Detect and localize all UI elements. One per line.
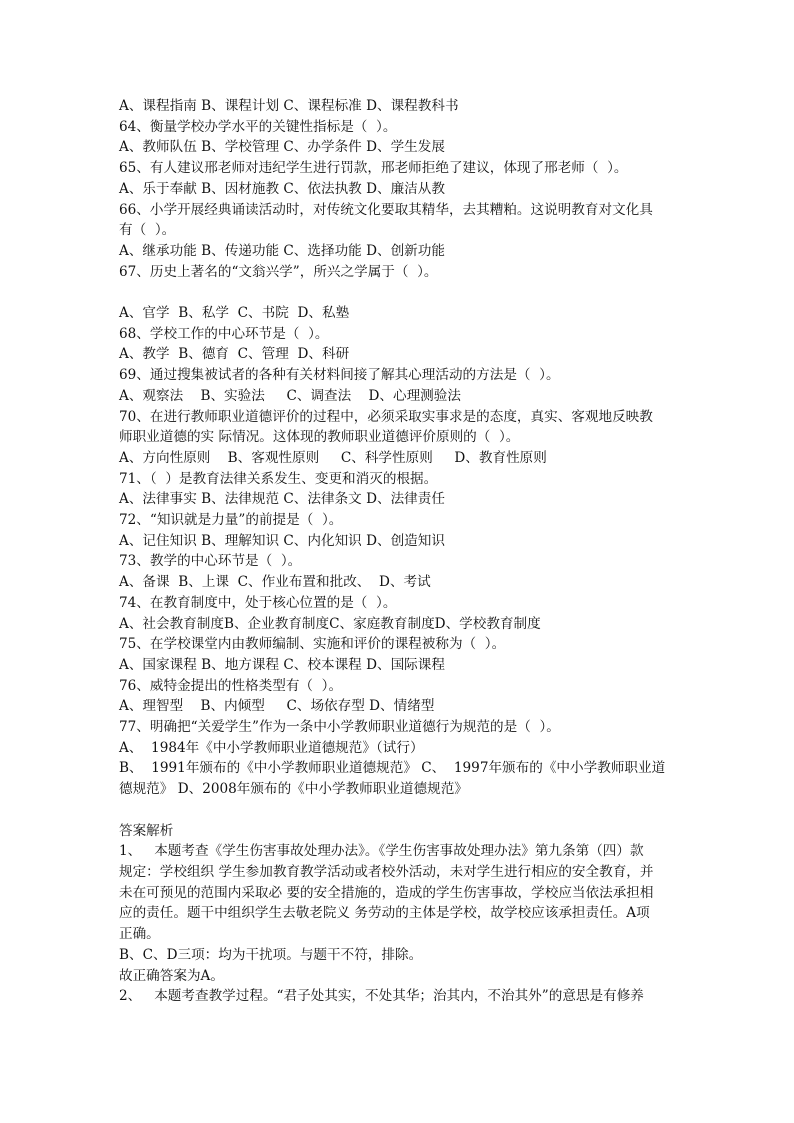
text-line: 66、小学开展经典诵读活动时，对传统文化要取其精华，去其糟粕。这说明教育对文化具: [119, 201, 653, 218]
text-line: 规定：学校组织 学生参加教育教学活动或者校外活动，未对学生进行相应的安全教育，并: [119, 863, 654, 880]
text-line: A、备课 B、上课 C、作业布置和批改、 D、考试: [119, 574, 431, 591]
text-line: A、教师队伍 B、学校管理 C、办学条件 D、学生发展: [119, 139, 445, 156]
text-line: B、 1991年颁布的《中小学教师职业道德规范》 C、 1997年颁布的《中小学教师职业道: [119, 760, 666, 777]
text-line: 64、衡量学校办学水平的关键性指标是（ ）。: [119, 118, 397, 135]
text-line: B、C、D三项：均为干扰项。与题干不符，排除。: [119, 946, 423, 963]
text-line: A、官学 B、私学 C、书院 D、私塾: [119, 305, 350, 322]
text-line: 74、在教育制度中，处于核心位置的是（ ）。: [119, 594, 397, 611]
text-line: A、法律事实 B、法律规范 C、法律条文 D、法律责任: [119, 491, 445, 508]
text-line: 2、 本题考查教学过程。“君子处其实，不处其华；治其内，不治其外”的意思是有修养: [119, 988, 644, 1005]
text-line: A、继承功能 B、传递功能 C、选择功能 D、创新功能: [119, 242, 445, 259]
text-line: 68、学校工作的中心环节是（ ）。: [119, 325, 329, 342]
text-line: A、理智型 B、内倾型 C、场依存型 D、情绪型: [119, 698, 435, 715]
text-line: 73、教学的中心环节是（ ）。: [119, 553, 302, 570]
text-line: A、方向性原则 B、客观性原则 C、科学性原则 D、教育性原则: [119, 449, 547, 466]
text-line: 76、威特金提出的性格类型有（ ）。: [119, 677, 343, 694]
text-line: 71、（ ）是教育法律关系发生、变更和消灭的根据。: [119, 470, 438, 487]
text-line: 故正确答案为A。: [119, 967, 224, 984]
text-line: 65、有人建议邢老师对违纪学生进行罚款，邢老师拒绝了建议，体现了邢老师（ ）。: [119, 160, 628, 177]
text-line: 未在可预见的范围内采取必 要的安全措施的，造成的学生伤害事故，学校应当依法承担相: [119, 884, 654, 901]
text-line: A、记住知识 B、理解知识 C、内化知识 D、创造知识: [119, 532, 445, 549]
text-line: 77、明确把“关爱学生”作为一条中小学教师职业道德行为规范的是（ ）。: [119, 719, 560, 736]
blank-line: [119, 800, 679, 821]
text-line: 正确。: [119, 926, 160, 943]
text-line: A、乐于奉献 B、因材施教 C、依法执教 D、廉洁从教: [119, 180, 445, 197]
blank-line: [119, 282, 679, 303]
text-line: 67、历史上著名的“文翁兴学”，所兴之学属于（ ）。: [119, 263, 438, 280]
text-line: A、课程指南 B、课程计划 C、课程标准 D、课程教科书: [119, 98, 459, 114]
text-line: A、国家课程 B、地方课程 C、校本课程 D、国际课程: [119, 656, 445, 673]
text-line: 德规范》 D、2008年颁布的《中小学教师职业道德规范》: [119, 781, 468, 798]
text-line: A、 1984年《中小学教师职业道德规范》（试行）: [119, 739, 424, 756]
text-line: 70、在进行教师职业道德评价的过程中，必须采取实事求是的态度，真实、客观地反映教: [119, 408, 653, 425]
text-line: A、观察法 B、实验法 C、调查法 D、心理测验法: [119, 387, 461, 404]
text-line: 有（ ）。: [119, 222, 176, 239]
document-page: [119, 96, 679, 1007]
text-line: 75、在学校课堂内由教师编制、实施和评价的课程被称为（ ）。: [119, 636, 506, 653]
text-line: A、教学 B、德育 C、管理 D、科研: [119, 346, 350, 363]
text-line: 师职业道德的实 际情况。这体现的教师职业道德评价原则的（ ）。: [119, 429, 520, 446]
text-line: 答案解析: [119, 822, 174, 839]
text-line: 72、“知识就是力量”的前提是（ ）。: [119, 512, 343, 529]
text-line: 69、通过搜集被试者的各种有关材料间接了解其心理活动的方法是（ ）。: [119, 367, 560, 384]
text-line: 应的责任。题干中组织学生去敬老院义 务劳动的主体是学校，故学校应该承担责任。A项: [119, 905, 650, 922]
text-line: 1、 本题考查《学生伤害事故处理办法》。《学生伤害事故处理办法》第九条第（四）款: [119, 843, 644, 860]
text-line: A、社会教育制度B、企业教育制度C、家庭教育制度D、学校教育制度: [119, 615, 541, 632]
